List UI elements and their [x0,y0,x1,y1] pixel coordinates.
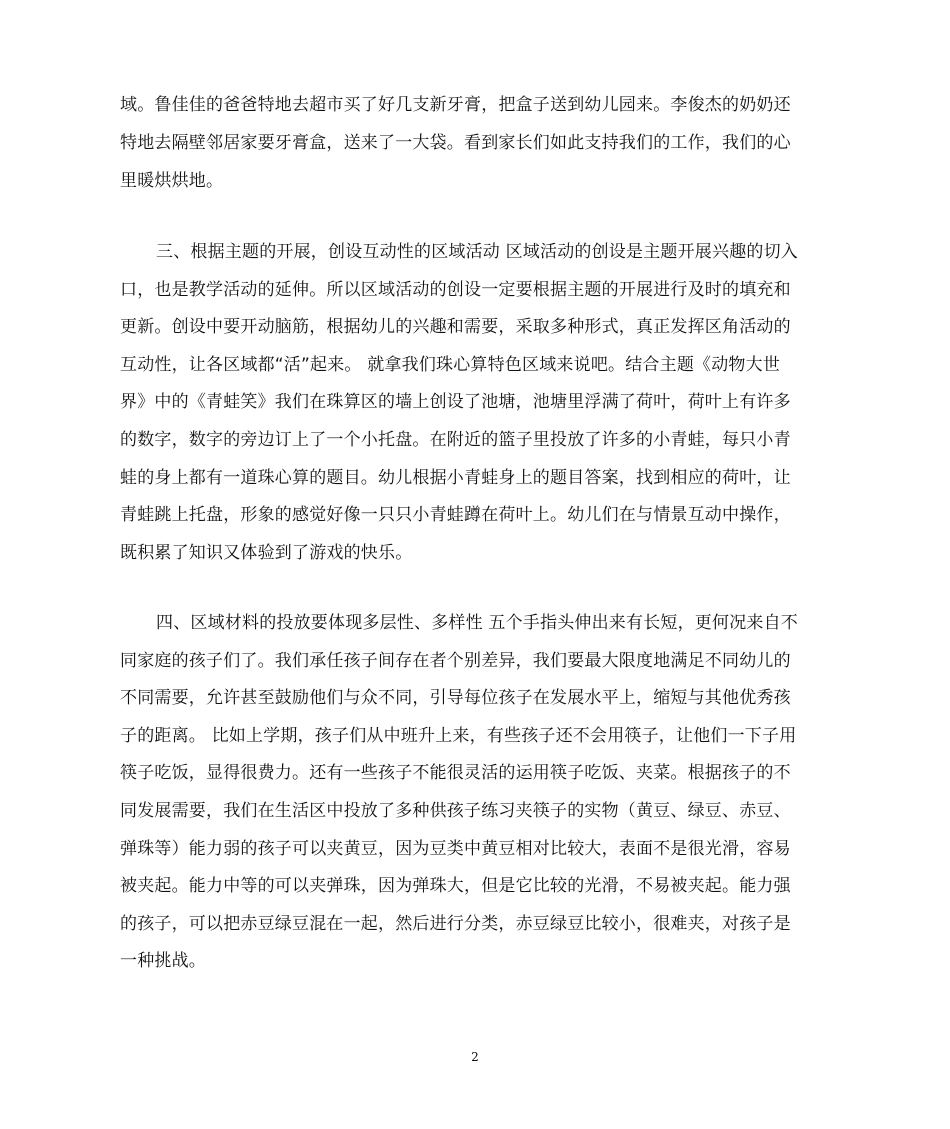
paragraph-3-line-2: 同家庭的孩子们了。我们承任孩子间存在者个别差异，我们要最大限度地满足不同幼儿的 [120,651,791,671]
paragraph-2-line-4: 互动性，让各区域都“活”起来。 就拿我们珠心算特色区域来说吧。结合主题《动物大世 [120,355,781,375]
paragraph-1-line-1: 域。鲁佳佳的爸爸特地去超市买了好几支新牙膏，把盒子送到幼儿园来。李俊杰的奶奶还 [120,95,791,115]
paragraph-1-line-3: 里暖烘烘地。 [120,171,224,191]
paragraph-3-line-3: 不同需要，允许甚至鼓励他们与众不同，引导每位孩子在发展水平上，缩短与其他优秀孩 [120,688,791,708]
paragraph-2-line-2: 口，也是教学活动的延伸。所以区域活动的创设一定要根据主题的开展进行及时的填充和 [120,280,791,300]
paragraph-3-line-7: 弹珠等）能力弱的孩子可以夹黄豆，因为豆类中黄豆相对比较大，表面不是很光滑，容易 [120,839,791,859]
paragraph-1-line-2: 特地去隔壁邻居家要牙膏盒，送来了一大袋。看到家长们如此支持我们的工作，我们的心 [120,133,791,153]
paragraph-2-line-3: 更新。创设中要开动脑筋，根据幼儿的兴趣和需要，采取多种形式，真正发挥区角活动的 [120,317,791,337]
paragraph-3-line-5: 筷子吃饭，显得很费力。还有一些孩子不能很灵活的运用筷子吃饭、夹菜。根据孩子的不 [120,763,791,783]
paragraph-2-line-9: 既积累了知识又体验到了游戏的快乐。 [120,543,413,563]
paragraph-3-line-9: 的孩子，可以把赤豆绿豆混在一起，然后进行分类，赤豆绿豆比较小，很难夹，对孩子是 [120,914,791,934]
paragraph-2-line-1: 三、根据主题的开展，创设互动性的区域活动 区域活动的创设是主题开展兴趣的切入 [156,242,799,262]
paragraph-2-line-8: 青蛙跳上托盘，形象的感觉好像一只只小青蛙蹲在荷叶上。幼儿们在与情景互动中操作， [120,505,791,525]
paragraph-2-line-5: 界》中的《青蛙笑》我们在珠算区的墙上创设了池塘，池塘里浮满了荷叶，荷叶上有许多 [120,392,791,412]
page-number: 2 [471,1050,479,1064]
paragraph-3-line-4: 子的距离。 比如上学期，孩子们从中班升上来，有些孩子还不会用筷子，让他们一下子用 [120,726,797,746]
paragraph-3-line-1: 四、区域材料的投放要体现多层性、多样性 五个手指头伸出来有长短，更何况来自不 [156,613,799,633]
paragraph-3-line-10: 一种挑战。 [120,951,206,971]
paragraph-2-line-6: 的数字，数字的旁边订上了一个小托盘。在附近的篮子里投放了许多的小青蛙，每只小青 [120,430,791,450]
paragraph-3-line-8: 被夹起。能力中等的可以夹弹珠，因为弹珠大，但是它比较的光滑，不易被夹起。能力强 [120,876,791,896]
paragraph-2-line-7: 蛙的身上都有一道珠心算的题目。幼儿根据小青蛙身上的题目答案，找到相应的荷叶，让 [120,468,791,488]
paragraph-3-line-6: 同发展需要，我们在生活区中投放了多种供孩子练习夹筷子的实物（黄豆、绿豆、赤豆、 [120,801,791,821]
